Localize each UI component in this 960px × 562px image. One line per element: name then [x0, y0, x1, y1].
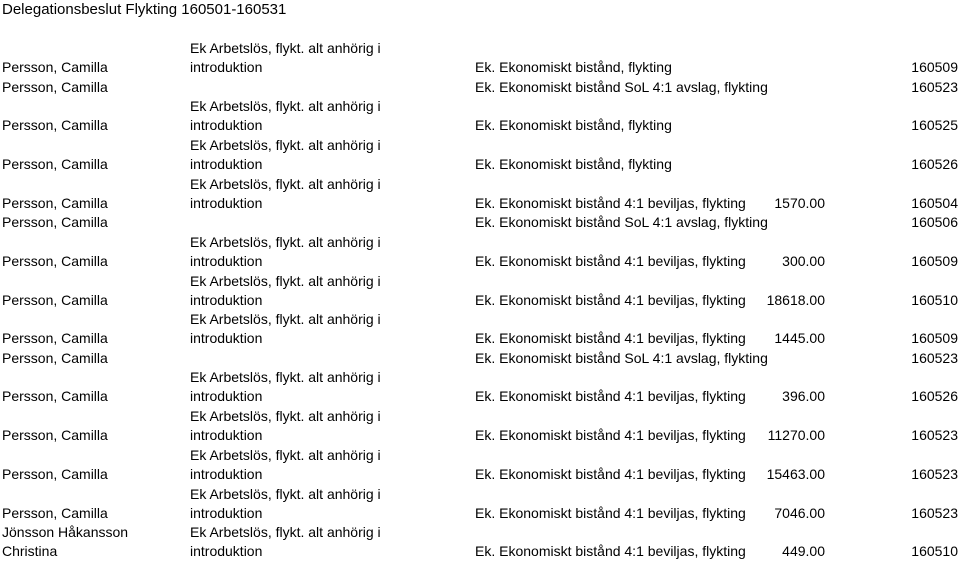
unit-line: Ek Arbetslös, flykt. alt anhörig i [190, 272, 381, 289]
decision-cell: Ek. Ekonomiskt bistånd 4:1 beviljas, flykting [475, 504, 746, 521]
name-cell [2, 329, 108, 348]
date-cell: 160509 [911, 330, 958, 347]
amount-cell: 1570.00 [774, 194, 825, 211]
name-line: Persson, Camilla [2, 504, 108, 521]
name-line: Persson, Camilla [2, 78, 108, 95]
table-row [0, 310, 960, 349]
date-cell: 160504 [911, 194, 958, 211]
name-cell [2, 523, 128, 561]
unit-line: introduktion [190, 504, 263, 521]
unit-line: introduktion [190, 155, 263, 172]
amount-cell: 300.00 [782, 252, 825, 269]
amount-cell: 449.00 [782, 543, 825, 560]
decision-cell: Ek. Ekonomiskt bistånd, flykting [475, 155, 672, 172]
unit-cell [190, 368, 381, 406]
table-row [0, 78, 960, 98]
name-cell [2, 349, 108, 368]
unit-cell [190, 523, 381, 561]
name-line: Persson, Camilla [2, 330, 108, 347]
amount-cell: 1445.00 [774, 330, 825, 347]
decision-cell: Ek. Ekonomiskt bistånd SoL 4:1 avslag, flykting [475, 349, 768, 366]
unit-line: introduktion [190, 59, 263, 75]
unit-line: introduktion [190, 291, 263, 308]
name-cell [2, 194, 108, 213]
unit-cell [190, 310, 381, 348]
decision-cell: Ek. Ekonomiskt bistånd 4:1 beviljas, flykting [475, 330, 746, 347]
name-line: Persson, Camilla [2, 117, 108, 134]
unit-cell [190, 485, 381, 523]
date-cell: 160523 [911, 465, 958, 482]
name-line: Persson, Camilla [2, 252, 108, 269]
amount-cell: 7046.00 [774, 504, 825, 521]
name-line: Persson, Camilla [2, 155, 108, 172]
name-cell [2, 155, 108, 174]
name-cell [2, 58, 108, 77]
unit-line: introduktion [190, 388, 263, 405]
name-line: Persson, Camilla [2, 291, 108, 308]
table-row [0, 368, 960, 407]
table-row [0, 272, 960, 311]
decision-cell: Ek. Ekonomiskt bistånd 4:1 beviljas, flykting [475, 388, 746, 405]
decision-cell: Ek. Ekonomiskt bistånd 4:1 beviljas, flykting [475, 465, 746, 482]
unit-line: introduktion [190, 543, 263, 560]
name-line: Persson, Camilla [2, 59, 108, 75]
amount-cell: 396.00 [782, 388, 825, 405]
name-cell [2, 291, 108, 310]
date-cell: 160509 [911, 59, 958, 75]
unit-line: Ek Arbetslös, flykt. alt anhörig i [190, 175, 381, 192]
table-row [0, 523, 960, 562]
amount-cell: 11270.00 [767, 427, 825, 444]
unit-line: Ek Arbetslös, flykt. alt anhörig i [190, 136, 381, 153]
unit-cell [190, 97, 381, 135]
date-cell: 160525 [911, 117, 958, 134]
name-cell [2, 116, 108, 135]
decision-cell: Ek. Ekonomiskt bistånd 4:1 beviljas, flykting [475, 194, 746, 211]
page-title: Delegationsbeslut Flykting 160501-160531 [2, 1, 287, 18]
unit-line: introduktion [190, 427, 263, 444]
table-row [0, 39, 960, 78]
name-line: Persson, Camilla [2, 465, 108, 482]
decision-cell: Ek. Ekonomiskt bistånd 4:1 beviljas, flykting [475, 291, 746, 308]
name-cell [2, 504, 108, 523]
name-line: Persson, Camilla [2, 194, 108, 211]
unit-line: introduktion [190, 117, 263, 134]
date-cell: 160526 [911, 388, 958, 405]
decision-cell: Ek. Ekonomiskt bistånd SoL 4:1 avslag, flykting [475, 214, 768, 231]
unit-line: Ek Arbetslös, flykt. alt anhörig i [190, 98, 381, 115]
unit-line: Ek Arbetslös, flykt. alt anhörig i [190, 446, 381, 463]
table-row [0, 97, 960, 136]
unit-line: introduktion [190, 330, 263, 347]
unit-line: Ek Arbetslös, flykt. alt anhörig i [190, 485, 381, 502]
date-cell: 160523 [911, 349, 958, 366]
unit-line: Ek Arbetslös, flykt. alt anhörig i [190, 233, 381, 250]
name-line: Christina [2, 543, 58, 560]
unit-cell [190, 39, 381, 77]
name-cell [2, 465, 108, 484]
name-cell [2, 426, 108, 445]
unit-line: Ek Arbetslös, flykt. alt anhörig i [190, 408, 381, 425]
decision-cell: Ek. Ekonomiskt bistånd 4:1 beviljas, flykting [475, 252, 746, 269]
unit-line: introduktion [190, 252, 263, 269]
decision-cell: Ek. Ekonomiskt bistånd, flykting [475, 59, 672, 75]
unit-line: Ek Arbetslös, flykt. alt anhörig i [190, 524, 381, 541]
amount-cell: 18618.00 [766, 291, 825, 308]
date-cell: 160523 [911, 504, 958, 521]
table-row [0, 485, 960, 524]
unit-line: Ek Arbetslös, flykt. alt anhörig i [190, 40, 381, 56]
unit-line: Ek Arbetslös, flykt. alt anhörig i [190, 311, 381, 328]
name-cell [2, 387, 108, 406]
name-line: Persson, Camilla [2, 349, 108, 366]
unit-cell [190, 136, 381, 174]
name-line: Persson, Camilla [2, 388, 108, 405]
date-cell: 160523 [911, 78, 958, 95]
table-row [0, 136, 960, 175]
table-row [0, 213, 960, 233]
date-cell: 160526 [911, 155, 958, 172]
name-line: Persson, Camilla [2, 214, 108, 231]
unit-cell [190, 272, 381, 310]
unit-line: introduktion [190, 194, 263, 211]
table-row [0, 349, 960, 369]
date-cell: 160523 [911, 427, 958, 444]
table-row [0, 446, 960, 485]
date-cell: 160510 [911, 543, 958, 560]
unit-cell [190, 233, 381, 271]
decision-cell: Ek. Ekonomiskt bistånd, flykting [475, 117, 672, 134]
unit-line: Ek Arbetslös, flykt. alt anhörig i [190, 369, 381, 386]
unit-cell [190, 407, 381, 445]
date-cell: 160509 [911, 252, 958, 269]
amount-cell: 15463.00 [766, 465, 825, 482]
name-cell [2, 252, 108, 271]
table-row [0, 233, 960, 272]
date-cell: 160510 [911, 291, 958, 308]
table-row [0, 175, 960, 214]
name-line: Persson, Camilla [2, 427, 108, 444]
name-cell [2, 213, 108, 232]
unit-cell [190, 446, 381, 484]
date-cell: 160506 [911, 214, 958, 231]
name-line: Jönsson Håkansson [2, 524, 129, 541]
unit-line: introduktion [190, 465, 263, 482]
decision-cell: Ek. Ekonomiskt bistånd SoL 4:1 avslag, flykting [475, 78, 768, 95]
decision-cell: Ek. Ekonomiskt bistånd 4:1 beviljas, flykting [475, 427, 746, 444]
unit-cell [190, 175, 381, 213]
name-cell [2, 78, 108, 97]
decision-cell: Ek. Ekonomiskt bistånd 4:1 beviljas, flykting [475, 543, 746, 560]
table-row [0, 407, 960, 446]
